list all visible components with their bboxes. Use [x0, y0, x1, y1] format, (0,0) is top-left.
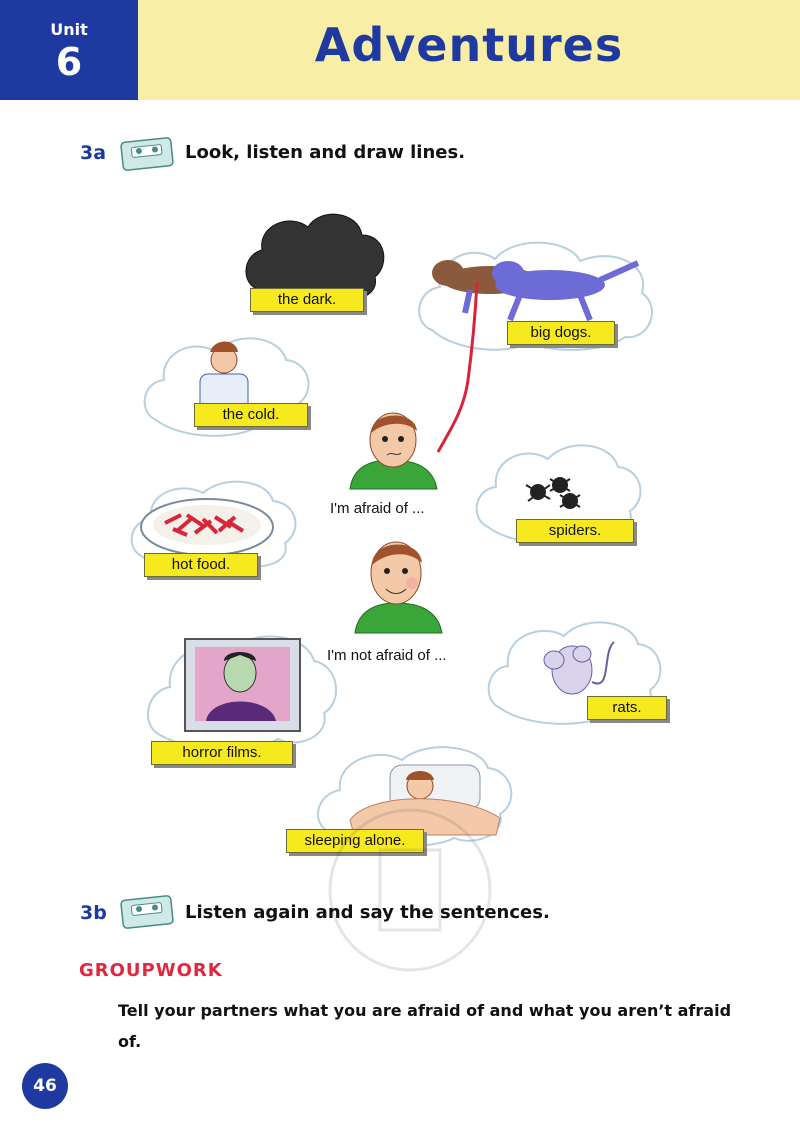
unit-number: 6: [55, 40, 83, 84]
publisher-watermark: [320, 800, 500, 980]
label-horror-films: horror films.: [151, 741, 293, 765]
unit-word: Unit: [50, 20, 88, 39]
unit-badge: [0, 0, 138, 100]
label-sleeping-alone: sleeping alone.: [286, 829, 424, 853]
exercise-3b-instruction: Listen again and say the sentences.: [185, 902, 550, 923]
drawn-match-line: [420, 280, 490, 460]
label-the-dark: the dark.: [250, 288, 364, 312]
not-afraid-boy-picture: [350, 535, 445, 635]
label-hot-food: hot food.: [144, 553, 258, 577]
horror-films-cloud-picture: [140, 625, 340, 755]
cassette-icon[interactable]: [120, 137, 174, 171]
exercise-3b-number: 3b: [80, 902, 107, 924]
label-big-dogs: big dogs.: [507, 321, 615, 345]
groupwork-text: Tell your partners what you are afraid of and what you aren’t afraid of.: [118, 1001, 732, 1051]
title-band: [138, 0, 800, 100]
exercise-3a-number: 3a: [80, 142, 107, 164]
caption-afraid: I'm afraid of ...: [330, 500, 425, 517]
page-number: 46: [22, 1063, 68, 1109]
caption-not-afraid: I'm not afraid of ...: [327, 647, 447, 664]
label-spiders: spiders.: [516, 519, 634, 543]
label-rats: rats.: [587, 696, 667, 720]
label-the-cold: the cold.: [194, 403, 308, 427]
groupwork-heading: GROUPWORK: [79, 960, 223, 981]
cassette-icon[interactable]: [120, 895, 174, 929]
page-title: Adventures: [314, 18, 624, 72]
exercise-3a-instruction: Look, listen and draw lines.: [185, 142, 466, 163]
